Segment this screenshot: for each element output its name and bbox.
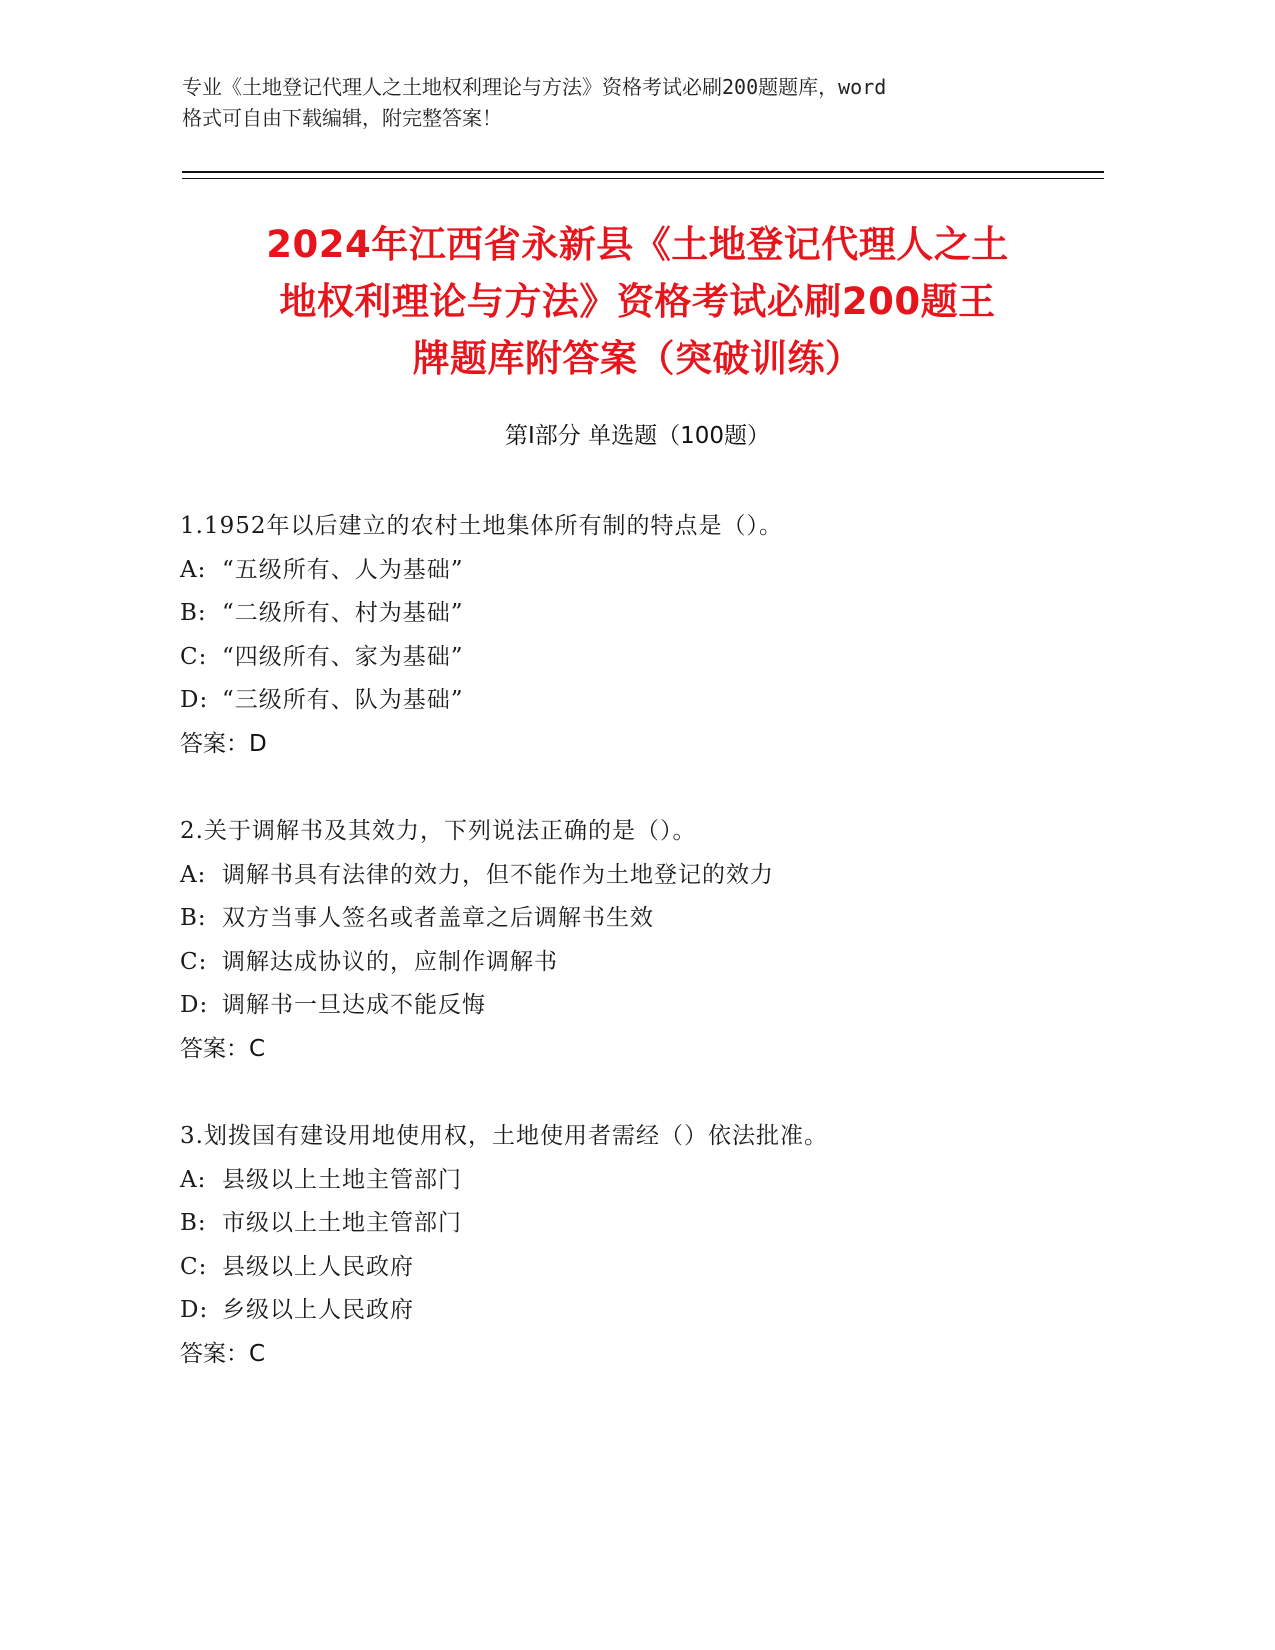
option-key: C: xyxy=(180,948,208,975)
option-c xyxy=(180,941,1110,985)
option-b xyxy=(180,592,1110,636)
question-3 xyxy=(180,1115,1110,1376)
header-divider-thin xyxy=(182,178,1104,179)
option-key: B: xyxy=(180,600,207,626)
option-b xyxy=(180,1202,1110,1246)
option-a xyxy=(180,1159,1110,1203)
option-text: 调解达成协议的，应制作调解书 xyxy=(222,948,558,975)
option-d xyxy=(180,679,1110,723)
document-title-line-2: 地权利理论与方法》资格考试必刷200题王 xyxy=(279,280,996,323)
option-text: 县级以上人民政府 xyxy=(222,1253,414,1280)
option-text: “二级所有、村为基础” xyxy=(222,600,464,626)
option-text: “四级所有、家为基础” xyxy=(222,643,464,670)
option-key: D: xyxy=(180,992,209,1018)
option-key: D: xyxy=(180,687,209,713)
header-note-line-1: 专业《土地登记代理人之土地权利理论与方法》资格考试必刷200题题库，word xyxy=(182,75,887,99)
option-key: C: xyxy=(180,643,208,670)
answer: 答案：C xyxy=(180,1340,266,1367)
option-key: C: xyxy=(180,1253,208,1280)
option-key: A: xyxy=(180,1166,207,1193)
option-c xyxy=(180,636,1110,680)
option-text: 调解书一旦达成不能反悔 xyxy=(222,992,486,1018)
document-title xyxy=(150,216,1125,387)
option-text: 调解书具有法律的效力，但不能作为土地登记的效力 xyxy=(222,861,774,888)
header-note xyxy=(182,72,1062,134)
option-a xyxy=(180,854,1110,898)
option-key: B: xyxy=(180,905,207,931)
option-d xyxy=(180,1289,1110,1333)
option-a xyxy=(180,549,1110,593)
option-d xyxy=(180,984,1110,1028)
question-stem: 1.1952年以后建立的农村土地集体所有制的特点是（）。 xyxy=(180,513,783,539)
option-text: “三级所有、队为基础” xyxy=(222,687,464,713)
option-text: 县级以上土地主管部门 xyxy=(222,1166,462,1193)
option-c xyxy=(180,1246,1110,1290)
option-text: “五级所有、人为基础” xyxy=(222,556,464,583)
header-note-line-2: 格式可自由下载编辑，附完整答案！ xyxy=(182,106,502,130)
option-key: B: xyxy=(180,1210,207,1236)
document-title-line-1: 2024年江西省永新县《土地登记代理人之土 xyxy=(266,223,1009,266)
section-title: 第Ⅰ部分 单选题（100题） xyxy=(505,423,770,449)
option-key: D: xyxy=(180,1297,209,1323)
option-key: A: xyxy=(180,556,207,583)
question-stem: 2.关于调解书及其效力，下列说法正确的是（）。 xyxy=(180,818,697,844)
option-text: 乡级以上人民政府 xyxy=(222,1297,414,1323)
answer: 答案：C xyxy=(180,1035,266,1062)
question-2 xyxy=(180,810,1110,1071)
answer: 答案：D xyxy=(180,730,267,757)
header-divider-thick xyxy=(182,171,1104,173)
option-b xyxy=(180,897,1110,941)
option-text: 双方当事人签名或者盖章之后调解书生效 xyxy=(222,905,654,931)
question-stem: 3.划拨国有建设用地使用权，土地使用者需经（）依法批准。 xyxy=(180,1123,828,1149)
question-1 xyxy=(180,505,1110,766)
option-key: A: xyxy=(180,861,207,888)
option-text: 市级以上土地主管部门 xyxy=(222,1210,462,1236)
document-title-line-3: 牌题库附答案（突破训练） xyxy=(412,337,863,380)
question-list xyxy=(180,505,1110,1420)
